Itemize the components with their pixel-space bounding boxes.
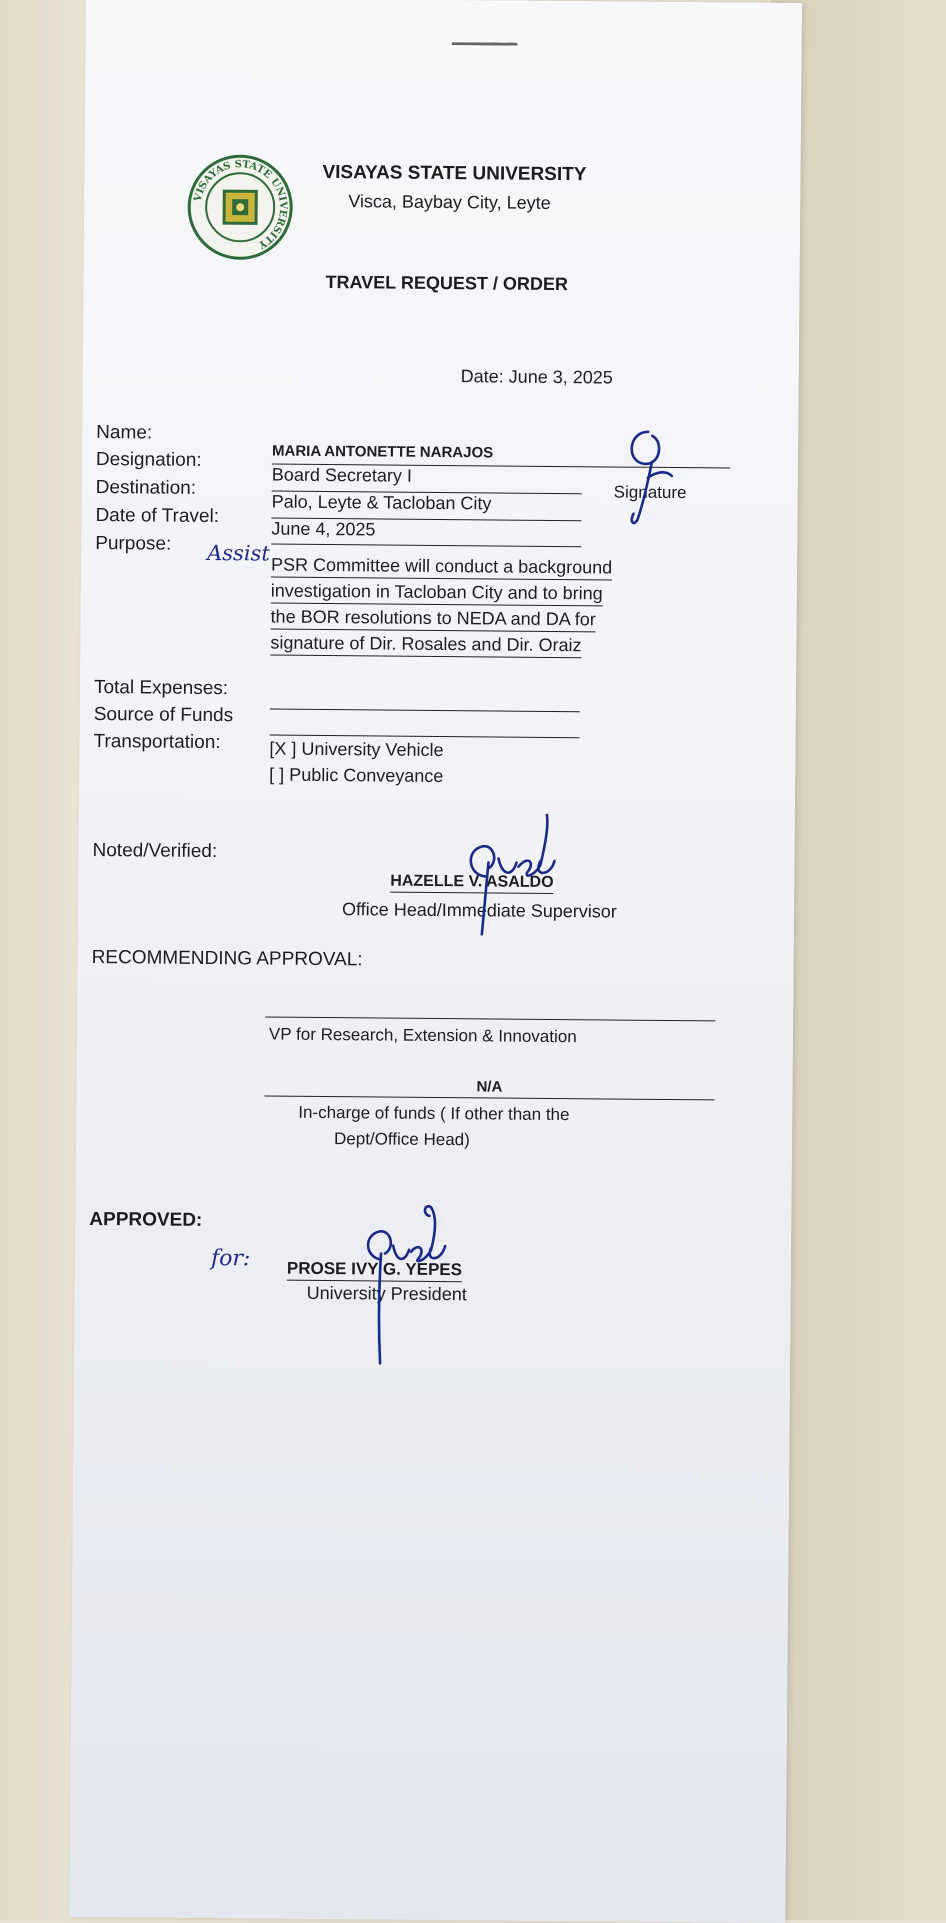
noted-verified-label: Noted/Verified: [92, 839, 218, 863]
purpose-handwritten-note: Assist [207, 540, 270, 566]
designation-value: Board Secretary I [271, 464, 412, 486]
president-title: University President [306, 1282, 467, 1305]
transport-option-university-vehicle: [X ] University Vehicle [269, 738, 444, 761]
date-of-travel-label: Date of Travel: [95, 504, 220, 528]
university-address: Visca, Baybay City, Leyte [348, 191, 551, 213]
total-expenses-line [270, 709, 580, 713]
requester-signature [607, 421, 688, 532]
purpose-line: investigation in Tacloban City and to bring [271, 581, 603, 607]
transport-option-public-conveyance: [ ] Public Conveyance [269, 764, 444, 787]
noted-name: HAZELLE V. ASALDO [390, 873, 553, 894]
total-expenses-label: Total Expenses: [93, 676, 229, 700]
name-value: MARIA ANTONETTE NARAJOS [271, 442, 494, 462]
approved-label: APPROVED: [89, 1208, 203, 1231]
date-of-travel-underline [271, 544, 581, 548]
destination-label: Destination: [95, 476, 197, 499]
funds-signature-line [264, 1095, 714, 1100]
staple [452, 42, 518, 52]
university-name: VISAYAS STATE UNIVERSITY [322, 161, 587, 186]
president-name: PROSE IVY G. YEPES [287, 1259, 462, 1283]
supervisor-signature [458, 806, 569, 937]
form-title: TRAVEL REQUEST / ORDER [325, 271, 568, 295]
signature-caption: Signature [613, 482, 687, 503]
funds-title-line2: Dept/Office Head) [333, 1129, 470, 1150]
purpose-line: the BOR resolutions to NEDA and DA for [270, 607, 595, 633]
destination-value: Palo, Leyte & Tacloban City [271, 491, 492, 514]
travel-request-paper [69, 0, 802, 1923]
date-of-travel-value: June 4, 2025 [271, 518, 376, 540]
vp-title: VP for Research, Extension & Innovation [268, 1024, 577, 1047]
university-seal-icon [186, 153, 295, 262]
purpose-label: Purpose: [95, 532, 172, 555]
approved-for-note: for: [210, 1246, 251, 1272]
purpose-line: signature of Dir. Rosales and Dir. Oraiz [270, 633, 581, 659]
source-of-funds-label: Source of Funds [93, 703, 234, 727]
svg-text:VISAYAS STATE UNIVERSITY: VISAYAS STATE UNIVERSITY [192, 159, 289, 251]
recommending-approval-label: RECOMMENDING APPROVAL: [91, 946, 363, 971]
form-date: Date: June 3, 2025 [460, 366, 613, 388]
noted-title: Office Head/Immediate Supervisor [341, 899, 617, 922]
source-of-funds-line [270, 735, 580, 739]
funds-title-line1: In-charge of funds ( If other than the [298, 1102, 570, 1125]
name-label: Name: [96, 421, 153, 444]
president-signature [344, 1199, 465, 1370]
vp-signature-line [265, 1016, 715, 1021]
transportation-label: Transportation: [93, 730, 221, 754]
purpose-line: PSR Committee will conduct a background [271, 555, 612, 581]
designation-label: Designation: [95, 448, 202, 471]
funds-na: N/A [476, 1078, 503, 1096]
